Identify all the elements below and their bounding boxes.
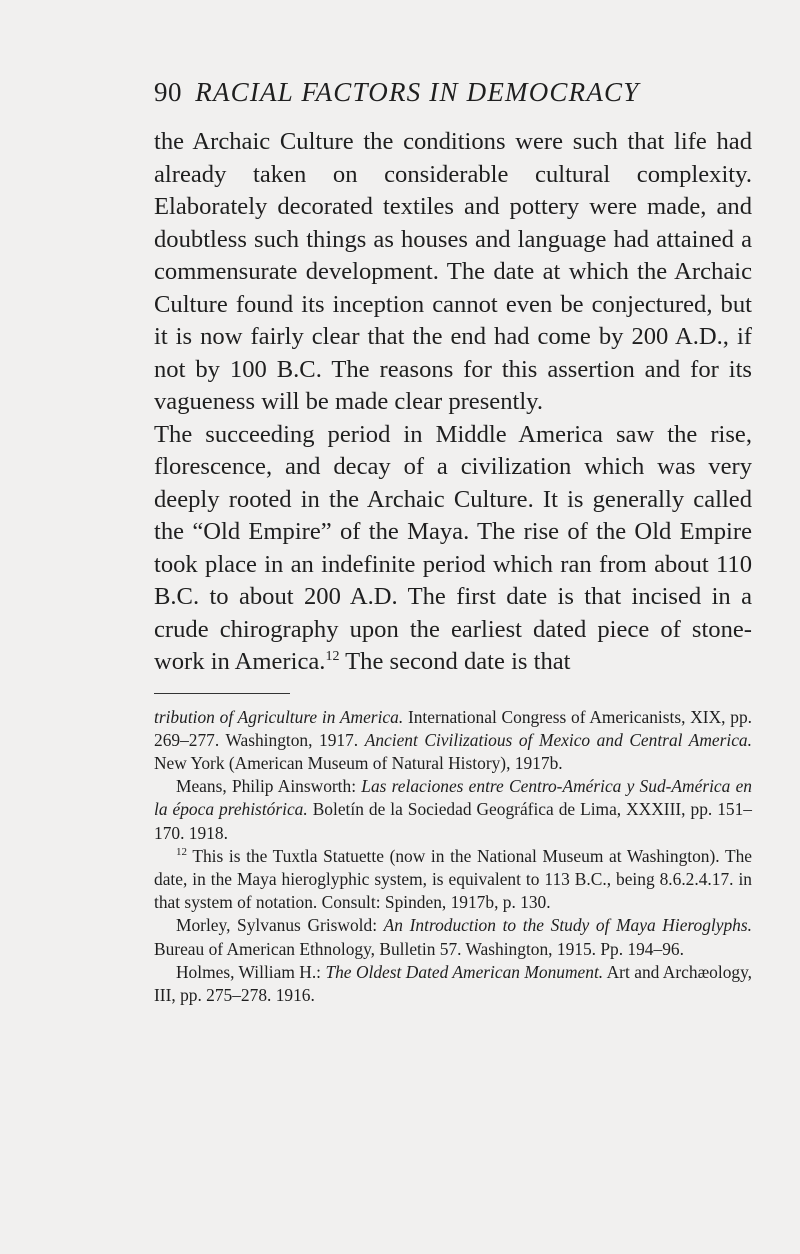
footnote-title: tribution of Agriculture in America. [154,706,404,727]
footnote-title: The Oldest Dated American Monument. [325,961,604,982]
book-page [154,72,752,1007]
footnote-means [154,775,752,845]
footnote-text: New York (American Museum of Natural History), 1917b. [154,752,563,773]
footnote-text: Boletín de la Sociedad Geográfica de Lima, XXXIII, pp. 151–170. 1918. [154,799,752,843]
footnote-text: Bureau of American Ethnology, Bulletin 57. Washington, 1915. Pp. 194–96. [154,938,684,959]
footnote-title: An Introduction to the Study of Maya Hieroglyphs. [383,915,752,936]
running-head [154,72,752,112]
footnote-holmes [154,961,752,1007]
running-head-title: RACIAL FACTORS IN DEMOCRACY [195,77,640,107]
footnote-title: Las relaciones entre Centro-América y Sud-América en la época prehistórica. [154,776,752,820]
paragraph-2-tail: The second date is that [339,648,571,675]
paragraph-1: the Archaic Culture the conditions were such that life had already taken on considerable cultural complexity. Elaborately decorated textiles and pottery were made, and doubtless such things as houses and language had attained a commensurate development. The date at which the Archaic Culture found its inception cannot even be conjectured, but it is now fairly clear that the end had come by 200 A.D., if not by 100 B.C. The reasons for this assertion and for its vagueness will be made clear presently. [154,128,752,415]
footnote-title: Ancient Civilizatious of Mexico and Central America. [364,729,752,750]
footnote-ref-12: 12 [325,649,340,664]
footnote-12 [154,845,752,915]
page-number: 90 [154,77,182,107]
footnote-author: Holmes, William H.: [176,961,326,982]
footnote-morley [154,914,752,960]
footnote-rule [154,693,290,694]
footnotes [154,706,752,1008]
paragraph-2-text: The succeeding period in Middle America saw the rise, florescence, and decay of a civilization which was very deeply rooted in the Archaic Culture. It is generally called the “Old Empire” of the Maya. The rise of the Old Empire took place in an indefinite period which ran from about 110 B.C. to about 200 A.D. The first date is that incised in a crude chirography upon the earliest dated piece of stone-work in America. [154,420,752,675]
paragraph-2 [154,419,752,679]
footnote-author: Morley, Sylvanus Griswold: [176,915,384,936]
footnote-continued [154,706,752,776]
footnote-text: Art and Archæology, III, pp. 275–278. 1916. [154,961,752,1005]
footnote-number: 12 [176,845,187,858]
body-text [154,126,752,679]
footnote-text: International Congress of Americanists, XIX, pp. 269–277. Washington, 1917. [154,706,752,750]
footnote-text: This is the Tuxtla Statuette (now in the National Museum at Washington). The date, in the Maya hieroglyphic system, is equivalent to 113 B.C., being 8.6.2.4.17. in that system of notation. Consult: Spinden, 1917b, p. 130. [154,845,752,913]
footnote-author: Means, Philip Ainsworth: [176,776,362,797]
